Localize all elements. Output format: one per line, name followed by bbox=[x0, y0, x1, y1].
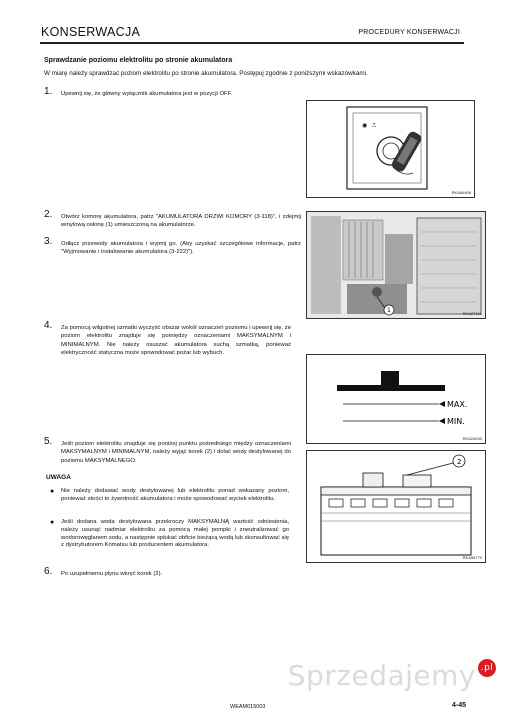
document-code: WEAM015003 bbox=[230, 704, 266, 710]
figure-code: RKA24030 bbox=[462, 436, 482, 441]
watermark-text: Sprzedajemy bbox=[287, 659, 476, 692]
watermark-badge: .pl bbox=[478, 659, 496, 677]
step-text: Za pomocą wilgotnej szmatki wyczyść obszar wokół oznaczeń poziomu i upewnij się, że poziom elektrolitu znajduje się pomiędzy oznaczeniami MAKSYMALNYM i MINIMALNYM. Nie należy osuszać akumulatora suchą szmatką, ponieważ elektryczność statyczna może spowodować pożar lub wybuch. bbox=[61, 325, 291, 357]
section-title: KONSERWACJA bbox=[41, 25, 141, 39]
intro-paragraph: W miarę należy sprawdzać poziom elektrolitu po stronie akumulatora. Postępuj zgodnie z poniższymi wskazówkami. bbox=[44, 70, 368, 77]
step-number: 1. bbox=[44, 86, 53, 97]
step-number: 4. bbox=[44, 320, 53, 331]
figure-key-switch bbox=[306, 100, 475, 198]
step-number: 3. bbox=[44, 236, 53, 247]
bullet-icon: ● bbox=[50, 488, 55, 495]
figure-battery-cap bbox=[306, 450, 486, 563]
step-text: Odłącz przewody akumulatora i wyjmij go. (Aby uzyskać szczegółowe informacje, patrz "Wyjmowanie i instalowanie akumulatora (3-222)"). bbox=[61, 241, 301, 256]
figure-level-marks bbox=[306, 354, 486, 444]
step-number: 6. bbox=[44, 566, 53, 577]
step-text: Upewnij się, że główny wyłącznik akumulatora jest w pozycji OFF. bbox=[61, 91, 233, 97]
bullet-text: Jeśli dodana woda destylowana przekroczy MAKSYMALNĄ wartość odniesienia, należy usunąć nadmiar elektrolitu za pomocą małej pompki i zneutralizować go wodorowęglanem sodu, a następnie spłukać obficie bieżącą wodą lub skonsultować się z dystrybutorem Komatsu lub producentem akumulatora. bbox=[61, 519, 289, 549]
step-text: Jeśli poziom elektrolitu znajduje się poniżej punktu pośredniego między oznaczeniami MAKSYMALNYM i MINIMALNYM, należy wyjąć korek (2) i dolać wody destylowanej do poziomu MAKSYMALNEGO. bbox=[61, 441, 291, 464]
max-label: MAX. bbox=[447, 400, 468, 409]
procedure-title: Sprawdzanie poziomu elektrolitu po stronie akumulatora bbox=[44, 57, 233, 64]
step-number: 2. bbox=[44, 209, 53, 220]
step-number: 5. bbox=[44, 436, 53, 447]
bullet-icon: ● bbox=[50, 519, 55, 526]
warning-title: UWAGA bbox=[46, 474, 71, 481]
figure-code: RKA55770 bbox=[462, 555, 482, 560]
page-number: 4-45 bbox=[451, 702, 466, 709]
step-text: Po uzupełnieniu płynu wkręć korek (2). bbox=[61, 571, 163, 577]
callout-2: 2 bbox=[457, 458, 462, 466]
callout-1: 1 bbox=[387, 307, 391, 314]
bullet-text: Nie należy dodawać wody destylowanej lub elektrolitu ponad wskazany poziom, ponieważ skróci to żywotność akumulatora i może spowodować wyciek elektrolitu. bbox=[61, 488, 289, 502]
watermark-logo bbox=[288, 659, 496, 692]
header-divider bbox=[40, 42, 464, 44]
min-label: MIN. bbox=[447, 417, 465, 426]
figure-code: RKA27101 bbox=[462, 311, 482, 316]
chapter-title: PROCEDURY KONSERWACJI bbox=[358, 29, 460, 36]
svg-text:⎍: ⎍ bbox=[372, 122, 377, 129]
svg-text:◉: ◉ bbox=[362, 122, 368, 129]
step-text: Otwórz komorę akumulatora, patrz "AKUMULATORA DRZWI KOMORY (3-118)", i zdejmij winylową osłonę (1) umieszczoną na akumulatorze. bbox=[61, 214, 301, 229]
figure-code: RKA54906 bbox=[451, 190, 471, 195]
figure-battery-compartment bbox=[306, 211, 486, 319]
